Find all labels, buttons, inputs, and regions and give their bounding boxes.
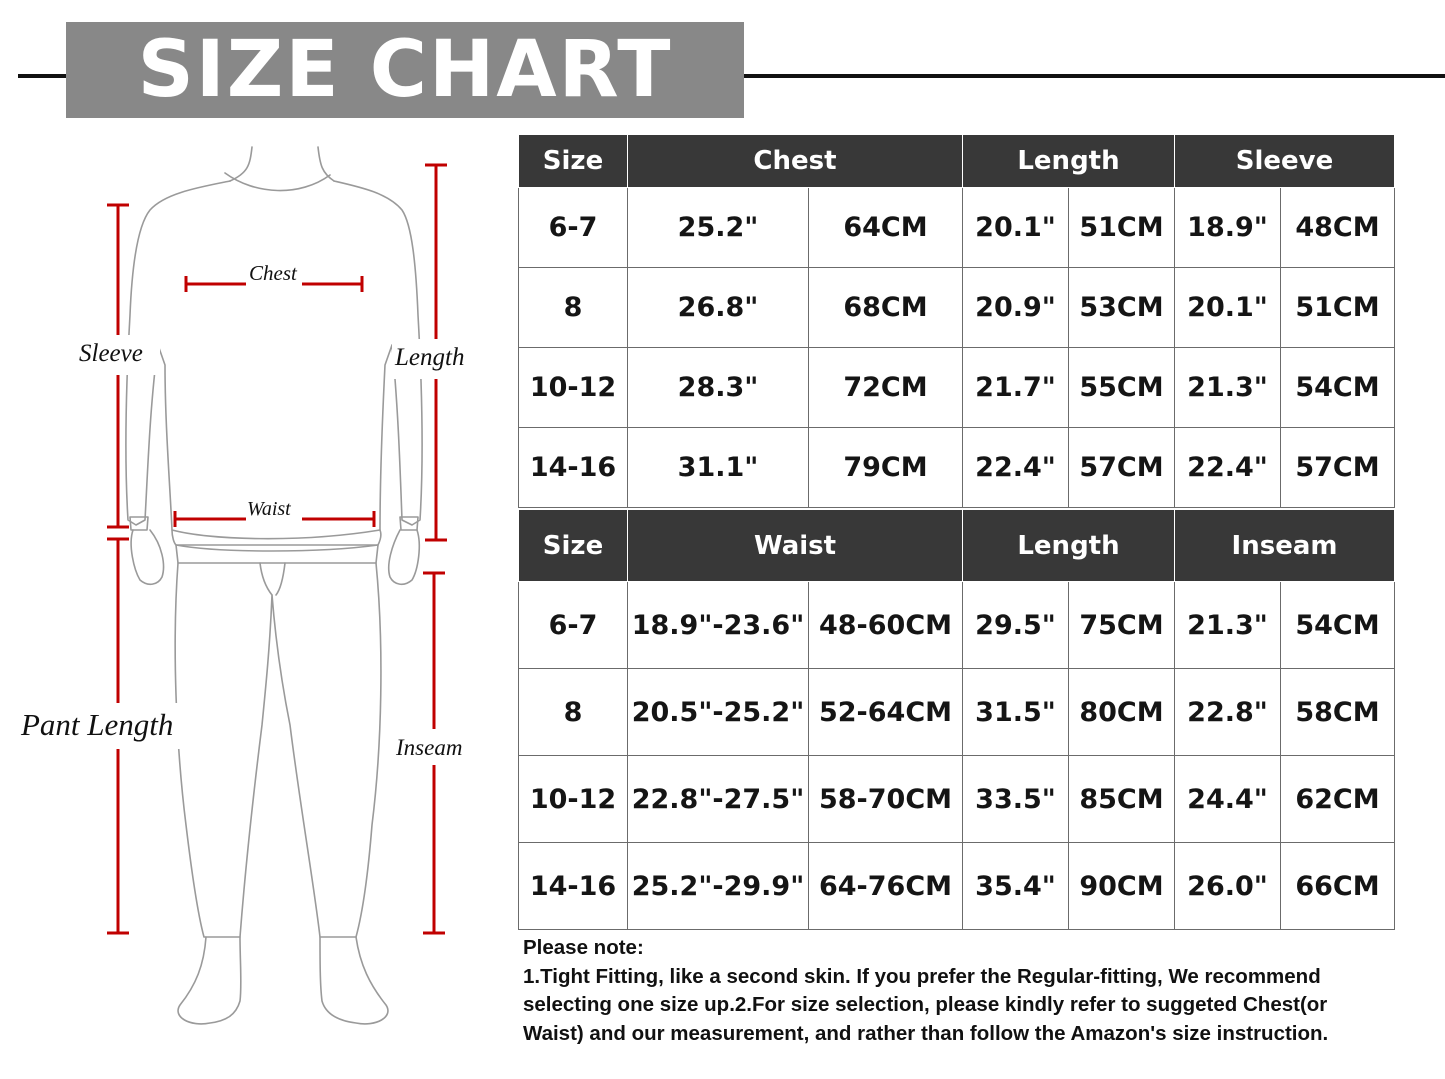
length-in-cell: 21.7" (963, 348, 1069, 428)
size-cell: 6-7 (519, 582, 628, 669)
sleeve-cm-cell: 54CM (1281, 348, 1395, 428)
chest-in-cell: 28.3" (628, 348, 809, 428)
size-cell: 6-7 (519, 188, 628, 268)
body-figure (0, 125, 500, 1065)
table-row (519, 188, 1395, 268)
right-hand (389, 530, 420, 584)
sleeve-label: Sleeve (79, 340, 143, 367)
shirt-hem (172, 530, 381, 551)
banner-rule-right (743, 74, 1445, 78)
size-cell: 14-16 (519, 428, 628, 508)
chest-cm-cell: 79CM (809, 428, 963, 508)
length-in-cell: 20.1" (963, 188, 1069, 268)
header-size: Size (519, 135, 628, 188)
sleeve-in-cell: 21.3" (1175, 348, 1281, 428)
left-hand (131, 530, 163, 584)
inseam-cm-cell: 66CM (1281, 843, 1395, 930)
chest-label: Chest (249, 261, 297, 285)
length-in-cell: 20.9" (963, 268, 1069, 348)
inseam-in-cell: 21.3" (1175, 582, 1281, 669)
sleeve-in-cell: 18.9" (1175, 188, 1281, 268)
inseam-in-cell: 24.4" (1175, 756, 1281, 843)
pant-length-label: Pant Length (21, 707, 174, 742)
pants-outline (175, 563, 381, 937)
table-row (519, 669, 1395, 756)
length-in-cell: 29.5" (963, 582, 1069, 669)
note-heading: Please note: (523, 936, 644, 959)
waist-in-cell: 20.5"-25.2" (628, 669, 809, 756)
waist-in-cell: 18.9"-23.6" (628, 582, 809, 669)
chest-cm-cell: 68CM (809, 268, 963, 348)
waist-cm-cell: 58-70CM (809, 756, 963, 843)
length-cm-cell: 90CM (1069, 843, 1175, 930)
table-row (519, 756, 1395, 843)
banner-rule-left (18, 74, 68, 78)
bottom-table-header-row (519, 510, 1395, 582)
length-in-cell: 22.4" (963, 428, 1069, 508)
header-inseam: Inseam (1175, 510, 1395, 582)
waist-label: Waist (247, 498, 291, 520)
top-size-table (518, 134, 1395, 508)
length-in-cell: 33.5" (963, 756, 1069, 843)
header-length: Length (963, 510, 1175, 582)
right-foot (320, 937, 388, 1024)
size-cell: 14-16 (519, 843, 628, 930)
length-cm-cell: 80CM (1069, 669, 1175, 756)
length-cm-cell: 53CM (1069, 268, 1175, 348)
banner-title: SIZE CHART (137, 25, 673, 115)
table-row (519, 428, 1395, 508)
sleeve-cm-cell: 51CM (1281, 268, 1395, 348)
waist-cm-cell: 64-76CM (809, 843, 963, 930)
chest-cm-cell: 72CM (809, 348, 963, 428)
header-chest: Chest (628, 135, 963, 188)
sleeve-cm-cell: 57CM (1281, 428, 1395, 508)
inseam-label: Inseam (396, 735, 463, 760)
sleeve-in-cell: 20.1" (1175, 268, 1281, 348)
length-in-cell: 35.4" (963, 843, 1069, 930)
size-cell: 10-12 (519, 348, 628, 428)
length-cm-cell: 51CM (1069, 188, 1175, 268)
chest-in-cell: 25.2" (628, 188, 809, 268)
waist-cm-cell: 52-64CM (809, 669, 963, 756)
waist-in-cell: 25.2"-29.9" (628, 843, 809, 930)
shirt-outline (126, 181, 422, 539)
header-length: Length (963, 135, 1175, 188)
table-row (519, 348, 1395, 428)
note-line-2: selecting one size up.2.For size selection, please kindly refer to suggeted Chest(or (523, 993, 1328, 1016)
note-block (523, 934, 1423, 1048)
neck-outline (230, 147, 334, 181)
length-label: Length (395, 344, 465, 371)
inseam-cm-cell: 54CM (1281, 582, 1395, 669)
table-row (519, 582, 1395, 669)
size-cell: 10-12 (519, 756, 628, 843)
header-waist: Waist (628, 510, 963, 582)
length-cm-cell: 75CM (1069, 582, 1175, 669)
fly (260, 563, 285, 595)
chest-in-cell: 26.8" (628, 268, 809, 348)
left-foot (178, 937, 241, 1024)
length-cm-cell: 55CM (1069, 348, 1175, 428)
inseam-in-cell: 26.0" (1175, 843, 1281, 930)
header-sleeve: Sleeve (1175, 135, 1395, 188)
sleeve-in-cell: 22.4" (1175, 428, 1281, 508)
sleeve-cm-cell: 48CM (1281, 188, 1395, 268)
inseam-cm-cell: 58CM (1281, 669, 1395, 756)
waist-cm-cell: 48-60CM (809, 582, 963, 669)
inseam-cm-cell: 62CM (1281, 756, 1395, 843)
top-table-header-row (519, 135, 1395, 188)
note-line-1: 1.Tight Fitting, like a second skin. If you prefer the Regular-fitting, We recommend (523, 964, 1321, 988)
table-row (519, 843, 1395, 930)
note-line-3: Waist) and our measurement, and rather than follow the Amazon's size instruction. (523, 1021, 1329, 1045)
table-row (519, 268, 1395, 348)
chest-cm-cell: 64CM (809, 188, 963, 268)
inseam-in-cell: 22.8" (1175, 669, 1281, 756)
header-size: Size (519, 510, 628, 582)
length-cm-cell: 57CM (1069, 428, 1175, 508)
bottom-size-table (518, 509, 1395, 930)
waist-in-cell: 22.8"-27.5" (628, 756, 809, 843)
size-cell: 8 (519, 268, 628, 348)
length-in-cell: 31.5" (963, 669, 1069, 756)
chest-in-cell: 31.1" (628, 428, 809, 508)
banner (66, 22, 744, 118)
length-cm-cell: 85CM (1069, 756, 1175, 843)
size-cell: 8 (519, 669, 628, 756)
